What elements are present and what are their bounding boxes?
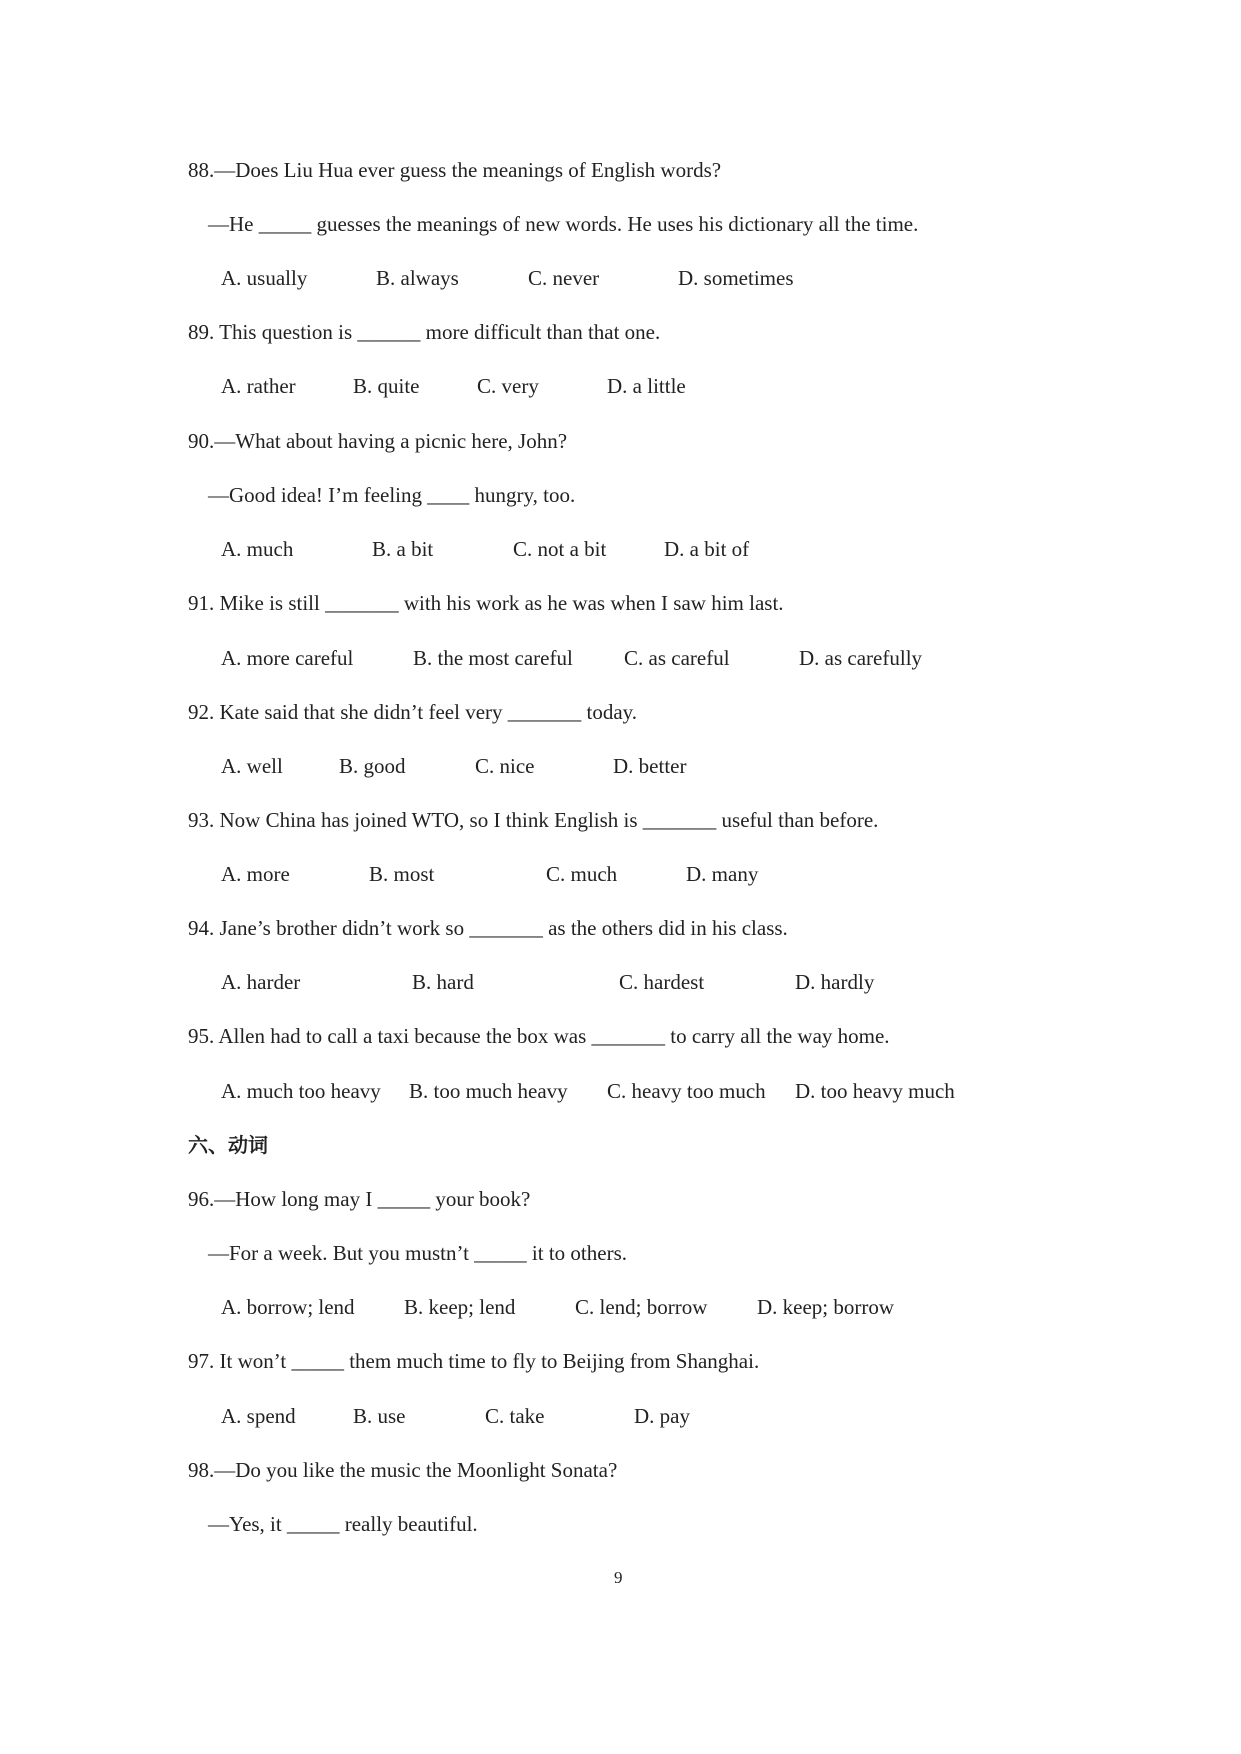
question-91-option-d: D. as carefully — [799, 646, 923, 670]
question-96-option-a: A. borrow; lend — [221, 1295, 355, 1319]
question-91-option-a: A. more careful — [221, 646, 354, 670]
question-97-option-c: C. take — [485, 1404, 545, 1428]
question-94-option-d: D. hardly — [795, 970, 875, 994]
question-88-reply: —He _____ guesses the meanings of new words. He uses his dictionary all the time. — [208, 212, 919, 236]
question-90-option-a: A. much — [221, 537, 294, 561]
question-95-option-d: D. too heavy much — [795, 1079, 955, 1103]
section-heading: 六、动词 — [188, 1133, 268, 1157]
question-89-option-a: A. rather — [221, 374, 296, 398]
question-95-option-b: B. too much heavy — [409, 1079, 568, 1103]
question-89-stem: 89. This question is ______ more difficult than that one. — [188, 320, 661, 344]
question-89-option-d: D. a little — [607, 374, 686, 398]
question-93-option-b: B. most — [369, 862, 435, 886]
question-91-stem: 91. Mike is still _______ with his work as he was when I saw him last. — [188, 591, 784, 615]
question-96-option-d: D. keep; borrow — [757, 1295, 895, 1319]
question-98-stem: 98.—Do you like the music the Moonlight Sonata? — [188, 1458, 618, 1482]
question-95-stem: 95. Allen had to call a taxi because the box was _______ to carry all the way home. — [188, 1024, 890, 1048]
question-96-option-b: B. keep; lend — [404, 1295, 516, 1319]
question-92-option-b: B. good — [339, 754, 406, 778]
question-96-stem: 96.—How long may I _____ your book? — [188, 1187, 531, 1211]
question-96-reply: —For a week. But you mustn’t _____ it to others. — [208, 1241, 628, 1265]
question-97-option-b: B. use — [353, 1404, 406, 1428]
question-88-stem: 88.—Does Liu Hua ever guess the meanings of English words? — [188, 158, 722, 182]
question-95-option-c: C. heavy too much — [607, 1079, 766, 1103]
question-92-option-a: A. well — [221, 754, 283, 778]
question-92-option-c: C. nice — [475, 754, 535, 778]
question-93-option-a: A. more — [221, 862, 290, 886]
question-90-reply: —Good idea! I’m feeling ____ hungry, too. — [208, 483, 576, 507]
question-89-option-b: B. quite — [353, 374, 420, 398]
question-94-option-c: C. hardest — [619, 970, 705, 994]
question-88-option-a: A. usually — [221, 266, 308, 290]
question-98-reply: —Yes, it _____ really beautiful. — [208, 1512, 478, 1536]
question-90-option-b: B. a bit — [372, 537, 434, 561]
question-88-option-c: C. never — [528, 266, 600, 290]
question-94-option-a: A. harder — [221, 970, 301, 994]
question-90-option-c: C. not a bit — [513, 537, 607, 561]
question-92-stem: 92. Kate said that she didn’t feel very _______ today. — [188, 700, 638, 724]
question-93-option-d: D. many — [686, 862, 759, 886]
question-88-option-d: D. sometimes — [678, 266, 794, 290]
question-89-option-c: C. very — [477, 374, 539, 398]
question-97-option-a: A. spend — [221, 1404, 296, 1428]
question-91-option-b: B. the most careful — [413, 646, 573, 670]
question-93-option-c: C. much — [546, 862, 618, 886]
question-88-option-b: B. always — [376, 266, 459, 290]
question-92-option-d: D. better — [613, 754, 687, 778]
question-97-stem: 97. It won’t _____ them much time to fly to Beijing from Shanghai. — [188, 1349, 760, 1373]
question-94-stem: 94. Jane’s brother didn’t work so _______ as the others did in his class. — [188, 916, 788, 940]
question-97-option-d: D. pay — [634, 1404, 690, 1428]
question-95-option-a: A. much too heavy — [221, 1079, 381, 1103]
question-90-option-d: D. a bit of — [664, 537, 750, 561]
question-91-option-c: C. as careful — [624, 646, 730, 670]
page-number: 9 — [614, 1568, 623, 1587]
question-90-stem: 90.—What about having a picnic here, John? — [188, 429, 568, 453]
question-93-stem: 93. Now China has joined WTO, so I think English is _______ useful than before. — [188, 808, 879, 832]
question-96-option-c: C. lend; borrow — [575, 1295, 708, 1319]
question-94-option-b: B. hard — [412, 970, 474, 994]
